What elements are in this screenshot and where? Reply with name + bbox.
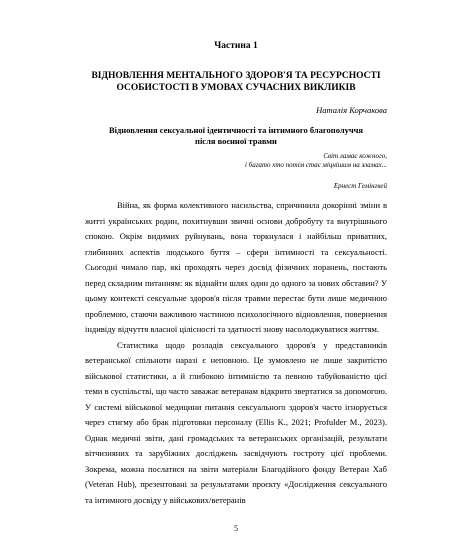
epigraph-line: і багато хто потім стає міцнішим на зламах... (244, 161, 387, 169)
chapter-title (0, 70, 472, 94)
epigraph-author: Ернест Гемінгвей (333, 182, 387, 190)
chapter-title-line: ВІДНОВЛЕННЯ МЕНТАЛЬНОГО ЗДОРОВ'Я ТА РЕСУРСНОСТІ (91, 71, 381, 81)
article-title (0, 125, 472, 147)
epigraph (245, 152, 387, 170)
part-heading: Частина 1 (214, 41, 258, 51)
paragraph: Статистика щодо розладів сексуального здоров'я у представників ветеранської спільноти наразі є неповною. Це зумовлено не лише закритістю військової статистики, а й глибокою інтимністю та певною табуйованістю цієї теми в суспільстві, що часто заважає ветеранам відкрито звертатися за допомогою. У системі військової медицини питання сексуального здоров'я часто ігнорується через стигму або брак підготовки персоналу (Ellis K., 2021; Profulder M., 2023). Однак медичні звіти, дані громадських та ветеранських організацій, результати вітчизняних та зарубіжних досліджень засвідчують гостроту цієї проблеми. Зокрема, можна послатися на звіти матеріали Благодійного фонду Ветеран Хаб (Veteran Hub), презентовані за результатами проєкту «Дослідження сексуального та інтимного досвіду у військових/ветеранів (85, 339, 387, 505)
page-number: 5 (234, 524, 238, 533)
article-title-line: після воєнної травми (195, 136, 277, 146)
paragraph: Війна, як форма колективного насильства, спричинила докорінні зміни в житті українських родин, похитнувши звичні основи добробуту та внутрішнього спокою. Окрім видимих руйнувань, вона торкнулася і найбільш приватних, глибинних аспектів людського буття – сфери інтимності та сексуальності. Сьогодні чимало пар, які проходять через досвід фізичних поранень, постають перед складним питанням: як віднайти шлях один до одного за нових обставин? У цьому контексті сексуальне здоров'я після травми перестає бути лише медичною проблемою, стаючи важливою частиною психологічного відновлення, повернення індивіду відчуття власної цілісності та здатності знову насолоджуватися життям. (85, 200, 387, 334)
epigraph-line: Світ ламає кожного, (323, 152, 387, 160)
body-text (85, 198, 387, 508)
article-title-line: Відновлення сексуальної ідентичності та інтимного благополуччя (108, 125, 364, 135)
chapter-title-line: ОСОБИСТОСТІ В УМОВАХ СУЧАСНИХ ВИКЛИКІВ (116, 83, 356, 93)
author-name: Наталія Корчакова (316, 105, 387, 115)
